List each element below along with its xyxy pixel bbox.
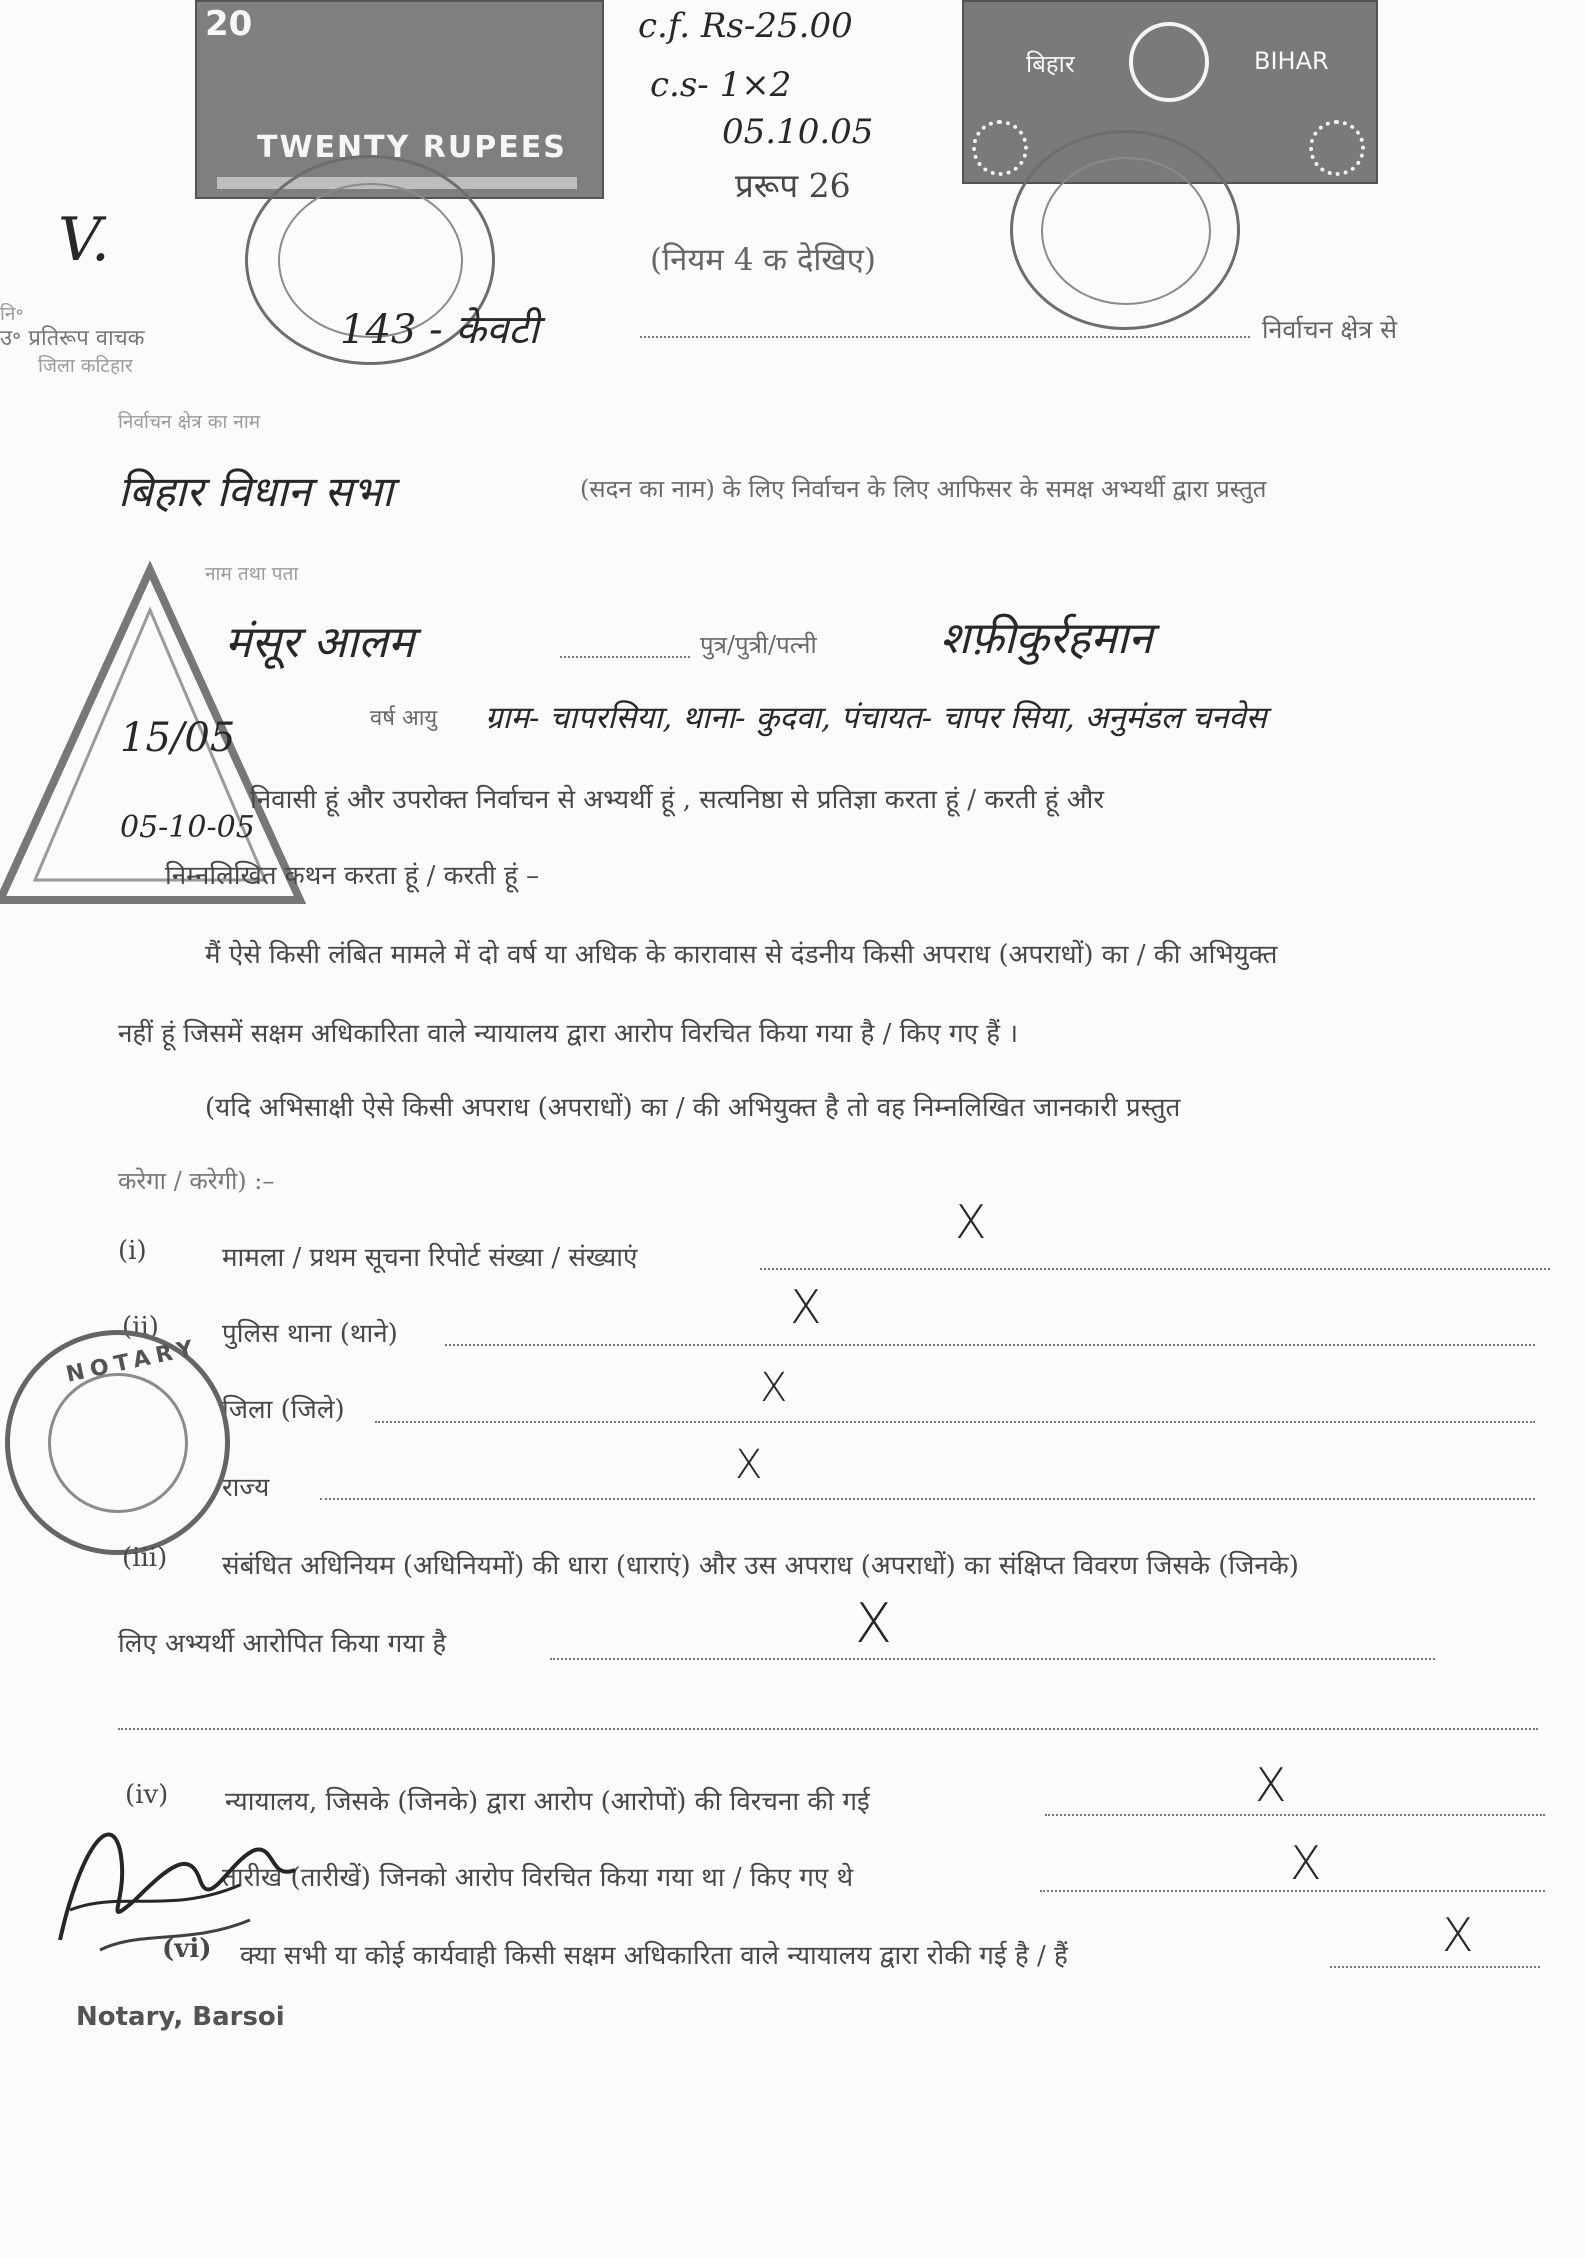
item-ii-dots bbox=[445, 1338, 1535, 1346]
fee-note-line1: c.f. Rs-25.00 bbox=[638, 6, 853, 46]
serial-date: 05-10-05 bbox=[120, 810, 255, 845]
item-district-dots bbox=[375, 1415, 1535, 1423]
item-vi-number: (vi) bbox=[162, 1934, 212, 1964]
address-line: ग्राम- चापरसिया, थाना- कुदवा, पंचायत- चापर सिया, अनुमंडल चनवेस bbox=[485, 700, 1267, 736]
item-i-label: मामला / प्रथम सूचना रिपोर्ट संख्या / संख्याएं bbox=[222, 1243, 638, 1273]
item-state-label: राज्य bbox=[222, 1473, 270, 1503]
constituency-number-name: 143 - केवटी bbox=[340, 307, 539, 353]
item-state-dots bbox=[320, 1492, 1535, 1500]
item-iii-label: संबंधित अधिनियम (अधिनियमों) की धारा (धाराएं) और उस अपराध (अपराधों) का संक्षिप्त विवरण जिसके (जिनके) bbox=[222, 1551, 1299, 1581]
item-ii-number: (ii) bbox=[122, 1312, 159, 1342]
court-fee-value: 20 bbox=[205, 4, 253, 44]
rosette-left-icon bbox=[972, 120, 1028, 176]
item-iii-label2: लिए अभ्यर्थी आरोपित किया गया है bbox=[118, 1629, 447, 1659]
form-number: प्ररूप 26 bbox=[735, 166, 851, 205]
item-vi-x-mark: X bbox=[1442, 1908, 1474, 1962]
notary-seal-text: NOTARY bbox=[63, 1335, 202, 1388]
item-iv-label: न्यायालय, जिसके (जिनके) द्वारा आरोप (आरोपों) की विरचना की गई bbox=[225, 1787, 870, 1817]
faint-label-district: जिला कटिहार bbox=[38, 355, 133, 377]
notary-footer: Notary, Barsoi bbox=[76, 2002, 285, 2032]
faint-label-election: निर्वाचन क्षेत्र का नाम bbox=[118, 411, 261, 433]
item-iii-dots bbox=[550, 1652, 1435, 1660]
item-v-label: तारीख (तारीखें) जिनको आरोप विरचित किया गया था / किए गए थे bbox=[222, 1863, 854, 1893]
item-i-dots bbox=[760, 1262, 1550, 1270]
house-name: बिहार विधान सभा bbox=[118, 467, 393, 516]
item-district-x-mark: X bbox=[760, 1365, 788, 1411]
item-iii-number: (iii) bbox=[122, 1543, 168, 1573]
item-iv-x-mark: X bbox=[1255, 1758, 1287, 1812]
para2-line2: करेगा / करेगी) :– bbox=[118, 1167, 275, 1195]
para1-line2: नहीं हूं जिसमें सक्षम अधिकारिता वाले न्यायालय द्वारा आरोप विरचित किया गया है / किए गए हैं । bbox=[118, 1019, 1019, 1049]
item-state-x-mark: X bbox=[735, 1442, 763, 1488]
bihar-stamp-right-text: BIHAR bbox=[1254, 47, 1329, 75]
item-vi-dots bbox=[1330, 1960, 1540, 1968]
fee-note-date: 05.10.05 bbox=[722, 112, 874, 152]
item-iii-dots-continuation bbox=[118, 1722, 1538, 1730]
constituency-line: नि॰ उ॰ प्रतिरूप वाचक 143 - केवटी निर्वाचन क्षेत्र से bbox=[0, 300, 1560, 350]
item-ii-label: पुलिस थाना (थाने) bbox=[222, 1319, 398, 1349]
candidate-name: मंसूर आलम bbox=[225, 617, 415, 668]
father-name: शफ़ीकुर्रहमान bbox=[940, 613, 1153, 664]
notary-round-seal bbox=[5, 1330, 230, 1555]
declaration-end: निम्नलिखित कथन करता हूं / करती हूं – bbox=[165, 861, 540, 891]
address-prefix: वर्ष आयु bbox=[370, 706, 438, 731]
item-iii-x-mark: X bbox=[855, 1592, 892, 1655]
para2-line1: (यदि अभिसाक्षी ऐसे किसी अपराध (अपराधों) का / की अभियुक्त है तो वह निम्नलिखित जानकारी प्रस्तुत bbox=[205, 1093, 1181, 1123]
item-i-number: (i) bbox=[118, 1236, 147, 1266]
para1-line1: मैं ऐसे किसी लंबित मामले में दो वर्ष या अधिक के कारावास से दंडनीय किसी अपराध (अपराधों) का / की अभियुक्त bbox=[205, 940, 1278, 970]
serial-number: 15/05 bbox=[120, 715, 236, 761]
rosette-right-icon bbox=[1309, 120, 1365, 176]
handwritten-initials: V. bbox=[58, 205, 110, 275]
rule-reference: (नियम 4 क देखिए) bbox=[650, 242, 877, 278]
item-vi-label: क्या सभी या कोई कार्यवाही किसी सक्षम अधिकारिता वाले न्यायालय द्वारा रोकी गई है / हैं bbox=[240, 1941, 1068, 1971]
bihar-stamp-left-text: बिहार bbox=[1026, 50, 1075, 78]
faint-label-name: नाम तथा पता bbox=[205, 563, 299, 585]
constituency-suffix: निर्वाचन क्षेत्र से bbox=[1262, 315, 1397, 344]
item-iv-number: (iv) bbox=[125, 1780, 169, 1810]
court-fee-text: TWENTY RUPEES bbox=[257, 130, 567, 165]
relation-label: पुत्र/पुत्री/पत्नी bbox=[700, 631, 817, 659]
item-i-x-mark: X bbox=[955, 1195, 987, 1249]
bihar-emblem-icon bbox=[1129, 22, 1209, 102]
item-iv-dots bbox=[1045, 1808, 1545, 1816]
item-ii-x-mark: X bbox=[790, 1280, 822, 1334]
house-line-suffix: (सदन का नाम) के लिए निर्वाचन के लिए आफिसर के समक्ष अभ्यर्थी द्वारा प्रस्तुत bbox=[580, 475, 1267, 503]
declaration-line: निवासी हूं और उपरोक्त निर्वाचन से अभ्यर्थी हूं , सत्यनिष्ठा से प्रतिज्ञा करता हूं / करती हूं और bbox=[250, 785, 1105, 815]
fee-note-line2: c.s- 1×2 bbox=[650, 65, 792, 105]
item-district-label: जिला (जिले) bbox=[222, 1395, 345, 1425]
item-v-x-mark: X bbox=[1290, 1836, 1322, 1890]
candidate-dots bbox=[560, 650, 690, 658]
